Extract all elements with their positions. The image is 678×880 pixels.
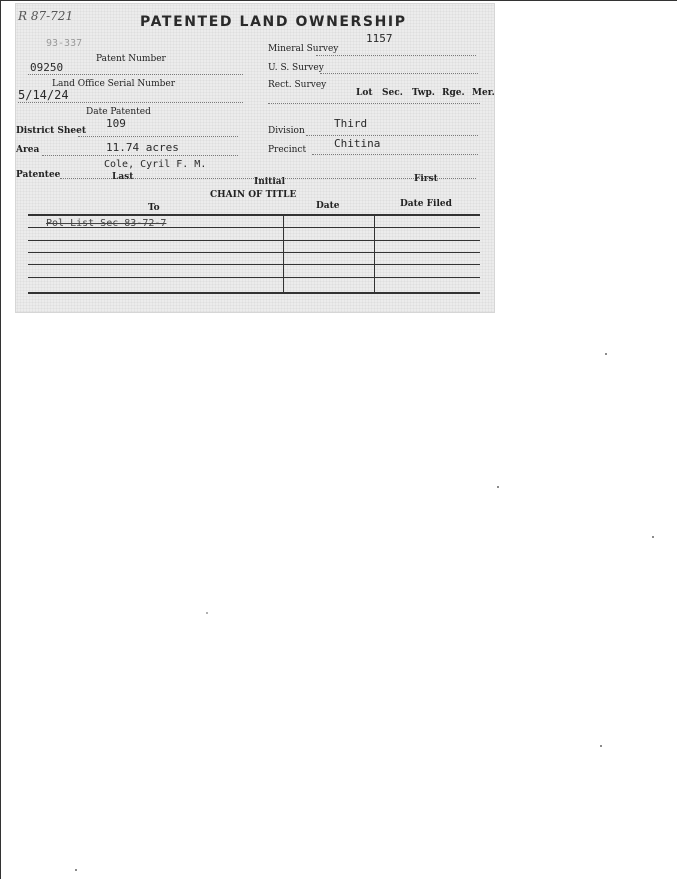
- area-line: [42, 155, 238, 156]
- ownership-card: [16, 4, 494, 312]
- mineral-survey-line: [316, 55, 476, 56]
- patentee-label: Patentee: [16, 170, 61, 180]
- district-sheet-line: [78, 136, 238, 137]
- area-label: Area: [16, 145, 40, 155]
- table-row-rule: [28, 240, 480, 241]
- division-label: Division: [268, 126, 305, 136]
- division-line: [306, 135, 478, 136]
- twp-label: Twp.: [412, 88, 435, 98]
- page-speck: [652, 536, 654, 538]
- handwritten-reference: R 87-721: [18, 9, 74, 23]
- serial-number-label: Land Office Serial Number: [52, 79, 176, 89]
- stamp-number: 93-337: [46, 38, 83, 49]
- page-speck: [600, 745, 602, 747]
- chain-of-title-heading: CHAIN OF TITLE: [210, 190, 297, 200]
- rge-label: Rge.: [442, 88, 465, 98]
- table-row-rule: [28, 252, 480, 253]
- patent-number-label: Patent Number: [96, 54, 166, 64]
- rect-survey-label: Rect. Survey: [268, 80, 327, 90]
- col-date-header: Date: [316, 201, 340, 211]
- page-speck: [605, 353, 607, 355]
- col-to-header: To: [148, 203, 160, 213]
- district-sheet-value: 109: [106, 117, 126, 130]
- last-label: Last: [112, 172, 134, 182]
- area-value: 11.74 acres: [106, 141, 179, 154]
- col-date-filed-header: Date Filed: [400, 199, 452, 209]
- us-survey-line: [320, 73, 478, 74]
- table-row-rule: [28, 264, 480, 265]
- date-patented-label: Date Patented: [86, 107, 151, 117]
- precinct-label: Precinct: [268, 145, 307, 155]
- patentee-value: Cole, Cyril F. M.: [104, 159, 207, 170]
- serial-number-value: 5/14/24: [18, 88, 69, 102]
- table-row-rule: [28, 277, 480, 278]
- col-divider-1: [283, 214, 284, 292]
- mer-label: Mer.: [472, 88, 495, 98]
- mineral-survey-label: Mineral Survey: [268, 44, 339, 54]
- page-speck: [497, 486, 499, 488]
- patent-number-line: [28, 74, 243, 75]
- lot-label: Lot: [356, 88, 373, 98]
- serial-number-line: [18, 102, 243, 103]
- first-label: First: [414, 174, 438, 184]
- precinct-value: Chitina: [334, 137, 381, 150]
- col-divider-2: [374, 214, 375, 292]
- page-speck: [206, 612, 208, 614]
- mineral-survey-value: 1157: [366, 32, 393, 45]
- chain-row-1-to: Pol List Sec 83-72-7: [46, 218, 167, 229]
- table-bottom-rule: [28, 292, 480, 294]
- patent-number-value: 09250: [30, 61, 64, 74]
- card-title: PATENTED LAND OWNERSHIP: [140, 14, 407, 30]
- division-value: Third: [334, 117, 368, 130]
- page-speck: [75, 869, 77, 871]
- us-survey-label: U. S. Survey: [268, 63, 324, 73]
- initial-label: Initial: [254, 177, 285, 187]
- table-top-rule: [28, 214, 480, 216]
- sec-label: Sec.: [382, 88, 403, 98]
- rect-survey-line: [268, 103, 480, 104]
- district-sheet-label: District Sheet: [16, 126, 87, 136]
- precinct-line: [312, 154, 478, 155]
